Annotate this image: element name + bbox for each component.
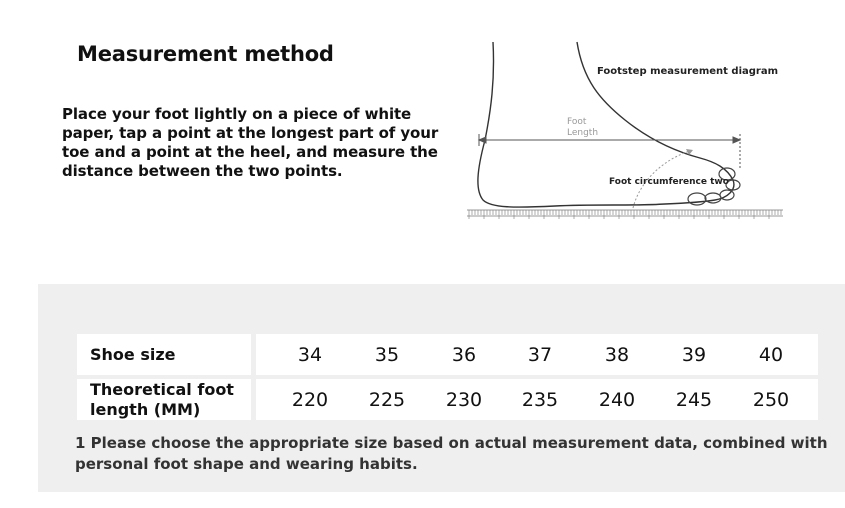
foot-length-cell: 240 xyxy=(598,388,636,411)
foot-length-cell: 225 xyxy=(368,388,406,411)
shoe-size-cell: 34 xyxy=(297,343,323,366)
diagram-title: Footstep measurement diagram xyxy=(597,66,779,77)
shoe-size-cell: 39 xyxy=(681,343,707,366)
shoe-size-cell: 36 xyxy=(451,343,477,366)
ruler-ticks xyxy=(469,210,781,219)
foot-length-cell: 245 xyxy=(675,388,713,411)
page-title: Measurement method xyxy=(77,42,334,66)
size-note: 1 Please choose the appropriate size based on actual measurement data, combined with personal foot shape and wearing habits. xyxy=(75,434,828,473)
foot-length-cell: 230 xyxy=(445,388,483,411)
foot-circumference-label: Foot circumference two xyxy=(609,177,729,187)
shoe-size-cell: 37 xyxy=(527,343,553,366)
foot-length-cell: 235 xyxy=(521,388,559,411)
shoe-size-cell: 38 xyxy=(604,343,630,366)
shoe-size-cell: 35 xyxy=(374,343,400,366)
foot-length-label: Foot Length xyxy=(567,117,599,138)
shoe-size-cell: 40 xyxy=(758,343,784,366)
row-header-shoe-size: Shoe size xyxy=(77,334,251,375)
foot-length-cell: 250 xyxy=(752,388,790,411)
foot-length-arrow xyxy=(479,134,740,170)
foot-length-row xyxy=(256,379,818,420)
foot-length-cell: 220 xyxy=(291,388,329,411)
row-header-foot-length: Theoretical foot length (MM) xyxy=(77,379,251,420)
measurement-instructions: Place your foot lightly on a piece of white paper, tap a point at the longest part of your toe and a point at the heel, and measure the distance between the two points. xyxy=(62,105,439,180)
shoe-size-row xyxy=(256,334,818,375)
